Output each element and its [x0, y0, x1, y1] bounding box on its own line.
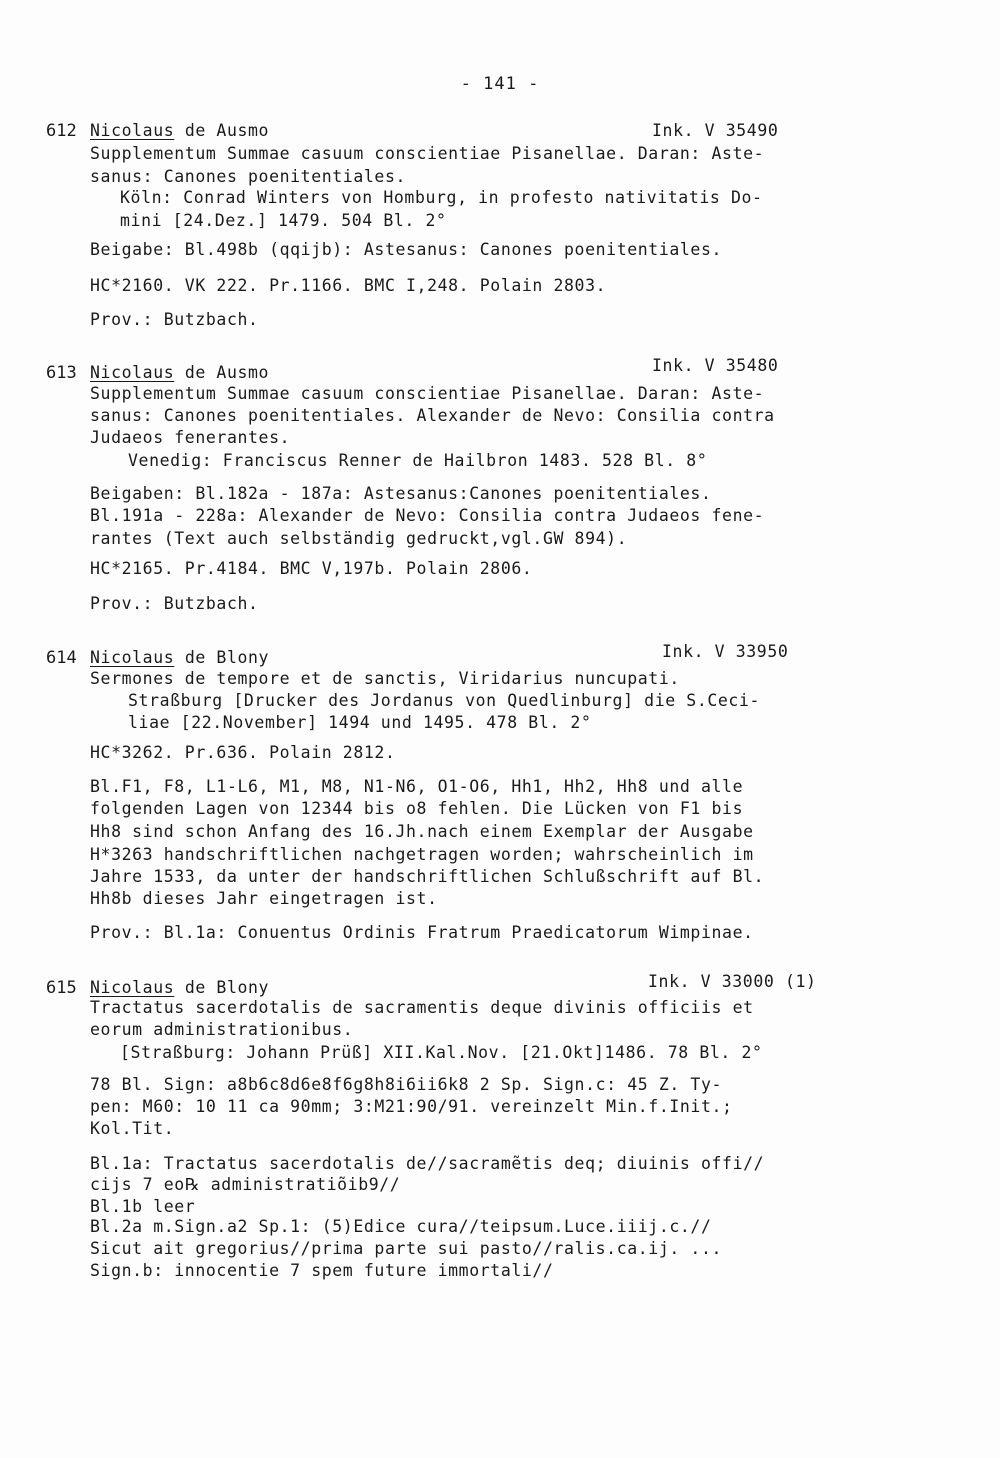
entry-line: folgenden Lagen von 12344 bis o8 fehlen. Die Lücken von F1 bis — [90, 799, 744, 818]
entry-line: Hh8b dieses Jahr eingetragen ist. — [90, 889, 438, 908]
entry-line: Supplementum Summae casuum conscientiae Pisanellae. Daran: Aste- — [90, 384, 765, 403]
entry-line: Prov.: Butzbach. — [90, 594, 259, 613]
entry-line: Jahre 1533, da unter der handschriftlichen Schlußschrift auf Bl. — [90, 867, 765, 886]
entry-number: 614 — [46, 648, 77, 668]
entry-line: H*3263 handschriftlichen nachgetragen worden; wahrscheinlich im — [90, 845, 754, 864]
entry-line: Bl.1b leer — [90, 1197, 196, 1216]
shelfmark: Ink. V 35490 — [652, 121, 779, 140]
author-name: Nicolaus — [90, 363, 175, 382]
entry-line: sanus: Canones poenitentiales. Alexander de Nevo: Consilia contra — [90, 406, 775, 425]
entry-line: liae [22.November] 1494 und 1495. 478 Bl. 2° — [128, 713, 592, 732]
entry-line: rantes (Text auch selbständig gedruckt,vgl.GW 894). — [90, 529, 628, 548]
author-name: Nicolaus — [90, 121, 175, 140]
entry-line: Sermones de tempore et de sanctis, Viridarius nuncupati. — [90, 669, 680, 688]
shelfmark: Ink. V 35480 — [652, 356, 779, 375]
page-number: - 141 - — [460, 74, 540, 94]
entry-number: 615 — [46, 978, 77, 998]
entry-line: Tractatus sacerdotalis de sacramentis deque divinis officiis et — [90, 998, 754, 1017]
entry-line: Prov.: Butzbach. — [90, 310, 259, 329]
shelfmark: Ink. V 33950 — [662, 642, 789, 661]
entry-line: mini [24.Dez.] 1479. 504 Bl. 2° — [120, 211, 447, 230]
entry-line: Beigabe: Bl.498b (qqijb): Astesanus: Canones poenitentiales. — [90, 240, 723, 259]
entry-line: Hh8 sind schon Anfang des 16.Jh.nach einem Exemplar der Ausgabe — [90, 822, 754, 841]
entry-number: 613 — [46, 363, 77, 383]
entry-line: Kol.Tit. — [90, 1119, 175, 1138]
entry-line: HC*2165. Pr.4184. BMC V,197b. Polain 2806. — [90, 559, 533, 578]
entry-heading — [90, 119, 269, 143]
author-qualifier: de Ausmo — [174, 363, 270, 382]
entry-line: Bl.F1, F8, L1-L6, M1, M8, N1-N6, O1-O6, Hh1, Hh2, Hh8 und alle — [90, 777, 744, 796]
entry-line: cijs 7 eo℞ administratiõib9// — [90, 1175, 401, 1194]
entry-line: Köln: Conrad Winters von Homburg, in profesto nativitatis Do- — [120, 188, 763, 207]
entry-line: Supplementum Summae casuum conscientiae Pisanellae. Daran: Aste- — [90, 144, 765, 163]
entry-line: Sicut ait gregorius//prima parte sui pasto//ralis.ca.ij. ... — [90, 1239, 723, 1258]
author-qualifier: de Blony — [174, 978, 270, 997]
entry-line: Bl.2a m.Sign.a2 Sp.1: (5)Edice cura//teipsum.Luce.iiij.c.// — [90, 1217, 712, 1236]
author-qualifier: de Blony — [174, 648, 270, 667]
entry-line: HC*2160. VK 222. Pr.1166. BMC I,248. Polain 2803. — [90, 276, 607, 295]
entry-line: Sign.b: innocentie 7 spem future immortali// — [90, 1261, 554, 1280]
author-name: Nicolaus — [90, 978, 175, 997]
entry-line: Bl.1a: Tractatus sacerdotalis de//sacramẽtis deq; diuinis offi// — [90, 1154, 765, 1173]
entry-line: Beigaben: Bl.182a - 187a: Astesanus:Canones poenitentiales. — [90, 484, 712, 503]
entry-line: Bl.191a - 228a: Alexander de Nevo: Consilia contra Judaeos fene- — [90, 506, 765, 525]
entry-line: eorum administrationibus. — [90, 1020, 354, 1039]
entry-line: Prov.: Bl.1a: Conuentus Ordinis Fratrum Praedicatorum Wimpinae. — [90, 923, 754, 942]
entry-line: Venedig: Franciscus Renner de Hailbron 1483. 528 Bl. 8° — [128, 451, 708, 470]
entry-number: 612 — [46, 121, 77, 141]
shelfmark: Ink. V 33000 (1) — [648, 972, 817, 991]
author-name: Nicolaus — [90, 648, 175, 667]
entry-line: sanus: Canones poenitentiales. — [90, 167, 407, 186]
entry-line: HC*3262. Pr.636. Polain 2812. — [90, 743, 396, 762]
entry-line: Straßburg [Drucker des Jordanus von Quedlinburg] die S.Ceci- — [128, 691, 761, 710]
author-qualifier: de Ausmo — [174, 121, 270, 140]
entry-line: pen: M60: 10 11 ca 90mm; 3:M21:90/91. vereinzelt Min.f.Init.; — [90, 1097, 733, 1116]
entry-line: Judaeos fenerantes. — [90, 428, 291, 447]
entry-line: [Straßburg: Johann Prüß] XII.Kal.Nov. [21.Okt]1486. 78 Bl. 2° — [120, 1043, 763, 1062]
entry-line: 78 Bl. Sign: a8b6c8d6e8f6g8h8i6ii6k8 2 Sp. Sign.c: 45 Z. Ty- — [90, 1075, 723, 1094]
